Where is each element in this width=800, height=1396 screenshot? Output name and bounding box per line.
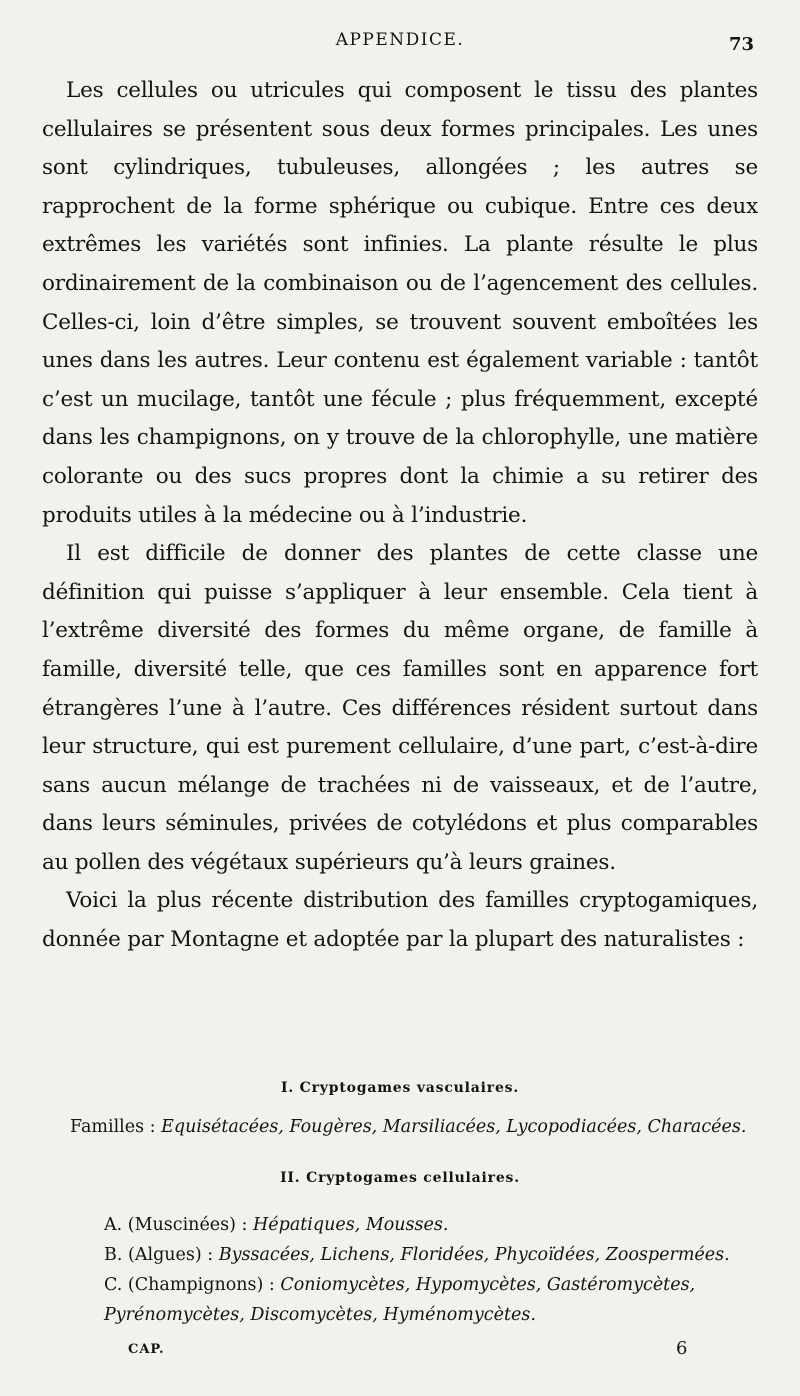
running-head — [0, 30, 800, 60]
paragraph: Il est difficile de donner des plantes de cette classe une définition qui puisse s’appliquer à leur ensemble. Cela tient à l’extrême diversité des formes du même organe, de famille à famille, diversité telle, que ces familles sont en apparence fort étrangères l’une à l’autre. Ces différences résident surtout dans leur structure, qui est purement cellulaire, d’une part, c’est-à-dire sans aucun mélange de trachées ni de vaisseaux, et de l’autre, dans leurs séminules, privées de cotylédons et plus comparables au pollen des végétaux supérieurs qu’à leurs graines. — [42, 541, 758, 875]
signature-number: 6 — [676, 1338, 688, 1359]
class-families: Hépatiques, Mousses. — [253, 1215, 449, 1235]
class-letter: B. — [104, 1245, 123, 1265]
body-text — [42, 72, 758, 960]
running-title: APPENDICE. — [335, 30, 465, 50]
paragraph: Voici la plus récente distribution des familles cryptogamiques, donnée par Montagne et adoptée par la plupart des naturalistes : — [42, 888, 758, 953]
families-label: Familles : — [70, 1117, 156, 1137]
class-row-a — [104, 1210, 760, 1240]
page-footer — [0, 1338, 800, 1368]
page-number: 73 — [728, 34, 754, 55]
section-title-cellulaires: II. Cryptogames cellulaires. — [280, 1170, 520, 1186]
families-line — [70, 1114, 760, 1140]
class-families: Coniomycètes, Hypomycètes, Gastéromycètes, Pyrénomycètes, Discomycètes, Hyménomycètes. — [104, 1275, 696, 1325]
families-list: Equisétacées, Fougères, Marsiliacées, Lycopodiacées, Characées. — [161, 1117, 747, 1137]
class-row-c — [104, 1270, 760, 1330]
paragraph: Les cellules ou utricules qui composent le tissu des plantes cellulaires se présentent sous deux formes principales. Les unes sont cylindriques, tubuleuses, allongées ; les autres se rapprochent de la forme sphérique ou cubique. Entre ces deux extrêmes les variétés sont infinies. La plante résulte le plus ordinairement de la combinaison ou de l’agencement des cellules. Celles-ci, loin d’être simples, se trouvent souvent emboîtées les unes dans les autres. Leur contenu est également variable : tantôt c’est un mucilage, tantôt une fécule ; plus fréquemment, excepté dans les champignons, on y trouve de la chlorophylle, une matière colorante ou des sucs propres dont la chimie a su retirer des produits utiles à la médecine ou à l’industrie. — [42, 78, 758, 528]
section-title-vasculaires: I. Cryptogames vasculaires. — [280, 1080, 520, 1096]
class-group: (Champignons) : — [127, 1275, 275, 1295]
class-row-b — [104, 1240, 760, 1270]
class-group: (Algues) : — [128, 1245, 214, 1265]
signature-mark: CAP. — [128, 1342, 165, 1357]
class-letter: A. — [104, 1215, 123, 1235]
class-letter: C. — [104, 1275, 123, 1295]
class-families: Byssacées, Lichens, Floridées, Phycoïdées, Zoospermées. — [218, 1245, 730, 1265]
class-group: (Muscinées) : — [127, 1215, 248, 1235]
class-list — [104, 1210, 760, 1330]
